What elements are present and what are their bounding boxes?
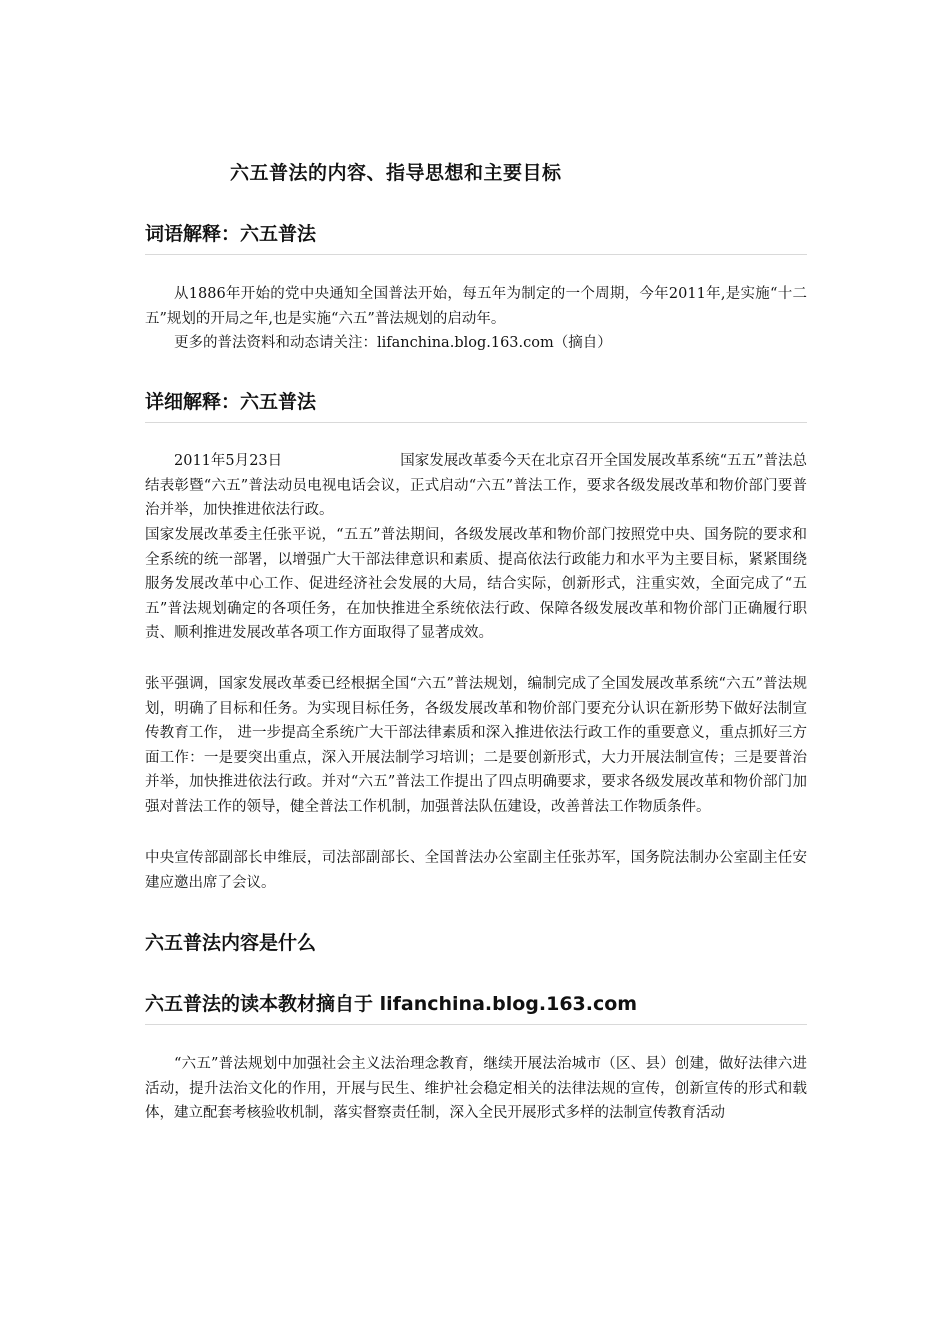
section-heading-term: 词语解释：六五普法 bbox=[145, 220, 807, 255]
section-heading-detail: 详细解释：六五普法 bbox=[145, 388, 807, 423]
date-text: 2011年5月23日 bbox=[174, 453, 283, 469]
section-heading-textbook: 六五普法的读本教材摘自于 lifanchina.blog.163.com bbox=[145, 990, 807, 1025]
lead-text: 国家发展改革委今天在北京召开全国发展改革系统“五五”普法总结表彰暨“六五”普法动员电视电话会议，正式启动“六五”普法工作，要求各级发展改革和物价部门要普治并举，加快推进依法行政。 bbox=[145, 453, 808, 518]
paragraph: 中央宣传部副部长申维辰，司法部副部长、全国普法办公室副主任张苏军，国务院法制办公室副主任安建应邀出席了会议。 bbox=[145, 850, 807, 891]
paragraph: 张平强调，国家发展改革委已经根据全国“六五”普法规划，编制完成了全国发展改革系统“六五”普法规划，明确了目标和任务。为实现目标任务，各级发展改革和物价部门要充分认识在新形势下做好法制宣传教育工作， 进一步提高全系统广大干部法律素质和深入推进依法行政工作的重要意义，重点抓好三方面工作：一是要突出重点，深入开展法制学习培训；二是要创新形式，大力开展法制宣传；三是要普治并举，加快推进依法行政。并对“六五”普法工作提出了四点明确要求，要求各级发展改革和物价部门加强对普法工作的领导，健全普法工作机制，加强普法队伍建设，改善普法工作物质条件。 bbox=[145, 676, 807, 815]
paragraph: “六五”普法规划中加强社会主义法治理念教育，继续开展法治城市（区、县）创建，做好法律六进活动，提升法治文化的作用，开展与民生、维护社会稳定相关的法律法规的宣传，创新宣传的形式和载体，建立配套考核验收机制，落实督察责任制，深入全民开展形式多样的法制宣传教育活动 bbox=[145, 1056, 807, 1121]
section-heading-content: 六五普法内容是什么 bbox=[145, 932, 317, 954]
document-title: 六五普法的内容、指导思想和主要目标 bbox=[230, 162, 562, 184]
paragraph: 更多的普法资料和动态请关注：lifanchina.blog.163.com（摘自） bbox=[174, 335, 612, 351]
paragraph: 从1886年开始的党中央通知全国普法开始，每五年为制定的一个周期，今年2011年,是实施“十二五”规划的开局之年,也是实施“六五”普法规划的启动年。 bbox=[145, 286, 807, 327]
paragraph: 国家发展改革委主任张平说，“五五”普法期间，各级发展改革和物价部门按照党中央、国务院的要求和全系统的统一部署，以增强广大干部法律意识和素质、提高依法行政能力和水平为主要目标，紧紧围绕服务发展改革中心工作、促进经济社会发展的大局，结合实际，创新形式，注重实效，全面完成了“五五”普法规划确定的各项任务，在加快推进全系统依法行政、保障各级发展改革和物价部门正确履行职责、顺利推进发展改革各项工作方面取得了显著成效。 bbox=[145, 527, 807, 641]
paragraph-lead bbox=[145, 449, 807, 523]
